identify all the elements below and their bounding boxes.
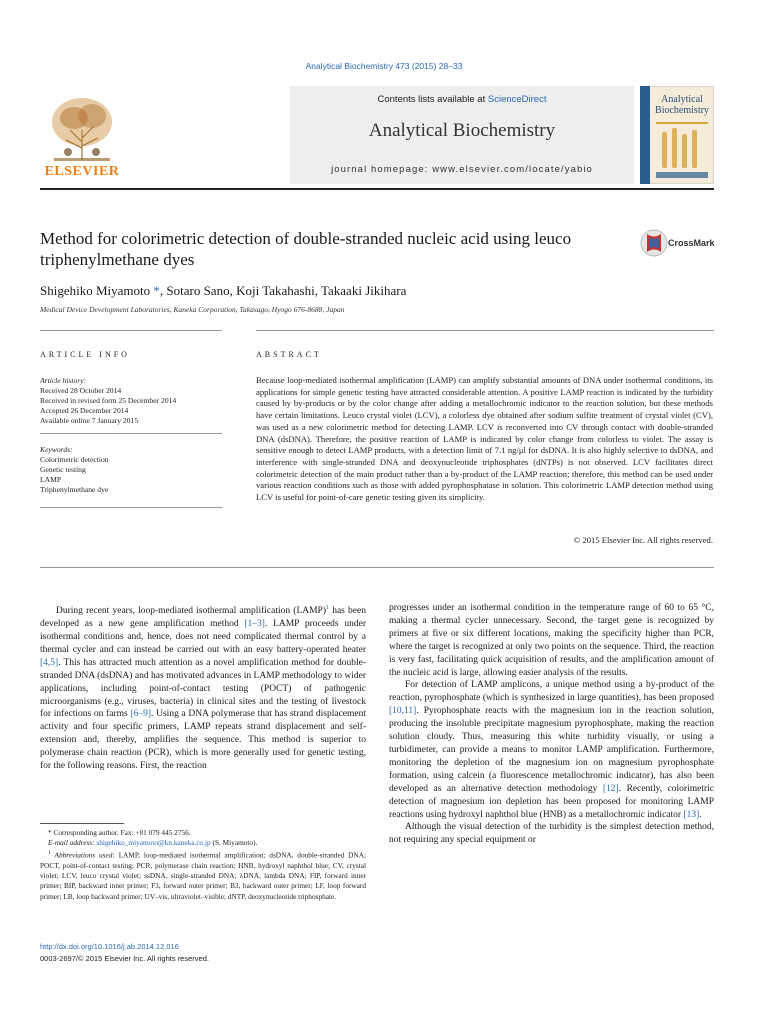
contents-prefix: Contents lists available at [377,94,488,105]
footnote-ref[interactable]: 1 [326,605,330,611]
coauthors: , Sotaro Sano, Koji Takahashi, Takaaki Jikihara [159,283,407,298]
text-run: . Using a DNA polymerase that has strand displacement activity and four specific primers, LAMP repeats strand displacement and self-extension and, thereby, amplifies the sequence. This method is superior to polymerase chain reaction (PCR), which is more generally used for genetic testing, for the following reasons. First, the reaction [40,709,367,772]
history-accepted: Accepted 26 December 2014 [40,406,129,415]
text-run: . [699,809,702,820]
footnote-corresponding: * Corresponding author. Fax: +81 079 445 2756. [48,828,191,837]
article-info-divider [40,433,222,434]
citation-link[interactable]: [4,5] [40,657,59,668]
keyword-item: Triphenylmethane dye [40,485,109,494]
history-revised: Received in revised form 25 December 2014 [40,396,177,405]
body-paragraph: progresses under an isothermal condition in the temperature range of 60 to 65 °C, making a thermal cycler unnecessary. Second, the target gene is recognized by primers at five or six different locations, making the specificity higher than PCR, where the target is recognized at only two points on the sequence. Third, the reaction is very fast, facilitating quick acquisition of results, and the amplification amount of the nucleic acid is large, allowing easier analysis of the results. [389,603,714,678]
paper-title: Method for colorimetric detection of double-stranded nucleic acid using leuco triphenylmethane dyes [40,229,572,269]
body-column-right [389,602,714,847]
corresponding-author-mark[interactable]: * [150,283,160,298]
journal-homepage-link[interactable]: journal homepage: www.elsevier.com/locate/yabio [331,164,593,175]
text-run: For detection of LAMP amplicons, a unique method using a by-product of the reaction, pyrophosphate (which is synthesized in large quantities), has been proposed [389,680,714,704]
journal-reference-link[interactable]: Analytical Biochemistry 473 (2015) 28–33 [305,61,463,71]
abstract-text: Because loop-mediated isothermal amplification (LAMP) can amplify substantial amounts of DNA under isothermal conditions, its applications for simple genetic testing have attracted considerable attention. A positive LAMP reaction is indicated by the turbidity caused by by-products or by the color change after adding a metallochromic indicator to the reaction solution, but these methods have certain limitations. Leuco crystal violet (LCV), a colorless dye obtained after sodium sulfite treatment of crystal violet (CV), was used as a new colorimetric method for detecting LAMP. LCV is reconverted into CV through contact with double-stranded DNA (dsDNA). Therefore, the positive reaction of LAMP is indicated by color change from colorless to violet. The assay is sensitive enough to detect LAMP products, with a detection limit of 7.1 ng/μl for dsDNA. It is also highly selective to dsDNA, and interference with single-stranded DNA and deoxynucleotide triphosphates (dNTPs) is not observed. LCV facilitates direct colorimetric detection of the main product rather than a by-product of the LAMP reaction; therefore, this method can be used under various reaction conditions such as those with added pyrophosphatase in solution. This colorimetric LAMP detection method using LCV is useful for point-of-care genetic testing given its simplicity. [256,375,713,503]
article-info-rule-bottom [40,507,222,508]
keywords [40,445,222,495]
citation-link[interactable]: [1–3] [244,619,265,630]
text-run: has been developed as a new gene amplification method [40,606,366,630]
journal-title: Analytical Biochemistry [368,120,556,141]
keyword-item: Colorimetric detection [40,455,109,464]
abbreviations-text: LAMP, loop-mediated isothermal amplification; dsDNA, double-stranded DNA; POCT, point-of-contact testing; PCR, polymerase chain reaction; HNB, hydroxyl naphthol blue; CV, crystal violet; LCV, leuco crystal violet; ssDNA, single-stranded DNA; λDNA, lambda DNA; FIP, forward inner primer; BIP, backward inner primer; F3, forward outer primer; B3, backward outer primer; LF, loop forward primer; LB, loop backward primer; UV–vis, ultraviolet–visible; dNTP, deoxynucleotide triphosphate. [40,850,366,901]
footnote-email [40,838,366,848]
abstract-rule-top [256,330,714,331]
article-info-rule-top [40,330,222,331]
sciencedirect-link[interactable]: ScienceDirect [487,94,547,105]
abstract-heading: ABSTRACT [256,350,322,359]
text-run: . LAMP proceeds under isothermal conditions and, hence, does not need complicated thermal control by a thermal cycler and can instead be carried out with an easy battery-operated heater [40,619,367,655]
issn-copyright: 0003-2697/© 2015 Elsevier Inc. All rights reserved. [40,954,209,963]
footnotes [40,828,366,902]
abstract-rule-bottom [40,567,714,568]
header-rule [40,188,714,190]
keywords-label: Keywords: [40,445,73,454]
text-run: . Recently, colorimetric detection of magnesium ion depletion has been proposed for monitoring LAMP reactions using hydroxyl naphthol blue (HNB) as a metallochromic indicator [389,783,714,820]
citation-link[interactable]: [12] [602,783,619,794]
footnote-mark: 1 [48,850,51,857]
cover-title-line2: Biochemistry [655,105,709,116]
citation-link[interactable]: [10,11] [389,706,417,717]
author-corresponding[interactable]: Shigehiko Miyamoto [40,283,151,298]
text-run: . Pyrophosphate reacts with the magnesium ion in the reaction solution, producing the insoluble precipitate magnesium pyrophosphate, making the reaction solution cloudy. Thus, measuring this white turbidity visually, or using a turbidimeter, can provide a means to monitor LAMP amplification. Furthermore, monitoring the depletion of the magnesium ion on magnesium pyrophosphate formation, using calcein (a fluorescence metallochromic indicator), has also been developed as an alternative detection methodology [389,706,714,794]
citation-link[interactable]: [13] [683,809,700,820]
article-history [40,376,222,426]
elsevier-wordmark: ELSEVIER [44,164,120,179]
doi-link[interactable]: http://dx.doi.org/10.1016/j.ab.2014.12.016 [40,942,179,951]
body-column-left [40,602,366,773]
history-label: Article history: [40,376,87,385]
citation-link[interactable]: [6–9] [130,709,152,720]
keyword-item: Genetic testing [40,465,86,474]
crossmark-label[interactable]: CrossMark [668,238,715,248]
footnote-abbreviations [40,848,366,901]
footnote-rule [40,823,124,824]
journal-cover-thumbnail-icon[interactable] [640,86,714,184]
abstract-copyright: © 2015 Elsevier Inc. All rights reserved. [573,535,713,545]
contents-line [290,94,634,105]
article-info-heading: ARTICLE INFO [40,350,130,359]
email-label: E-mail address: [48,838,97,848]
email-link[interactable]: shigehiko_miyamoto@kn.kaneka.co.jp [96,838,211,848]
body-paragraph [40,602,366,773]
cover-title-line1: Analytical [661,94,703,105]
text-run: During recent years, loop-mediated isothermal amplification (LAMP) [56,606,327,617]
abbreviations-label: Abbreviations used: [50,850,115,860]
body-paragraph [389,679,714,821]
keyword-item: LAMP [40,475,62,484]
text-run: . This has attracted much attention as a novel amplification method for double-stranded DNA (dsDNA) and has motivated advances in LAMP methodology to wider applications, including point-of-contact testing (POCT) of pathogenic microorganisms (e.g., viruses, bacteria) in clinical sites and the testing of livestock for infections on farms [40,657,366,720]
affiliation: Medical Device Development Laboratories, Kaneka Corporation, Takasago, Hyogo 676-8688, Japan [40,305,345,314]
email-suffix: (S. Miyamoto). [210,838,258,848]
body-paragraph: Although the visual detection of the turbidity is the simplest detection method, not requiring any special equipment or [389,822,714,846]
author-list [40,283,714,299]
history-received: Received 28 October 2014 [40,386,122,395]
history-online: Available online 7 January 2015 [40,416,139,425]
